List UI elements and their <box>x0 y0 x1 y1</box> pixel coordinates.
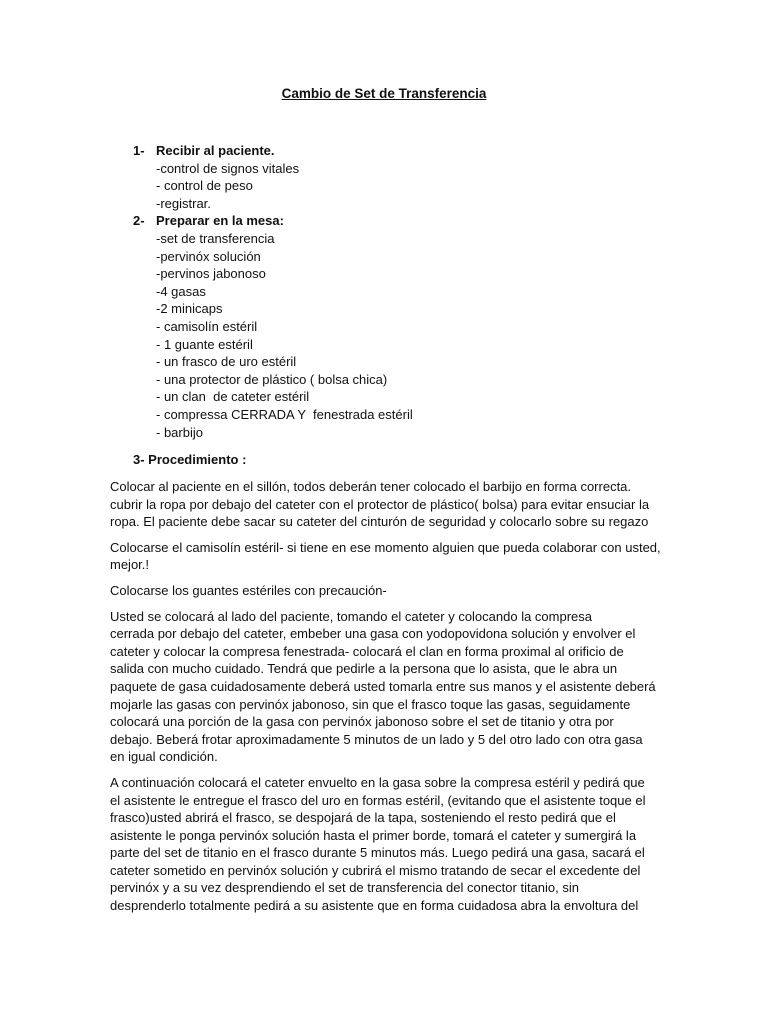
list-item: -set de transferencia <box>156 230 275 246</box>
list-item: -pervinos jabonoso <box>156 266 266 282</box>
text-line: el asistente le entregue el frasco del uro en formas estéril, (evitando que el asistente toque el <box>110 792 646 808</box>
list-item: - una protector de plástico ( bolsa chica) <box>156 371 388 387</box>
paragraph <box>110 478 658 531</box>
text-line: cerrada por debajo del cateter, embeber una gasa con yodopovidona solución y envolver el <box>110 626 636 642</box>
text-line: ropa. El paciente debe sacar su cateter del cinturón de seguridad y colocarlo sobre su regazo <box>110 514 649 530</box>
paragraph <box>110 608 658 766</box>
list-item: - 1 guante estéril <box>156 336 253 352</box>
list-item: -pervinóx solución <box>156 248 261 264</box>
text-line: Colocar al paciente en el sillón, todos deberán tener colocado el barbijo en forma correcta. <box>110 479 632 494</box>
list-item: -control de signos vitales <box>156 160 300 176</box>
step-number: 1- <box>133 143 145 158</box>
text-line: colocará una porción de la gasa con pervinóx jabonoso sobre el set de titanio y otra por <box>110 714 614 730</box>
text-line: Colocarse los guantes estériles con precaución- <box>110 582 387 598</box>
list-item: -registrar. <box>156 195 211 211</box>
text-line: en igual condición. <box>110 749 218 765</box>
list-item: - control de peso <box>156 178 253 194</box>
text-line: asistente le ponga pervinóx solución hasta el primer borde, tomará el cateter y sumergirá la <box>110 827 637 843</box>
text-line: mejor.! <box>110 557 150 573</box>
list-item: - un frasco de uro estéril <box>156 354 297 370</box>
text-line: A continuación colocará el cateter envuelto en la gasa sobre la compresa estéril y pedirá que <box>110 774 645 790</box>
step-heading: Preparar en la mesa: <box>156 213 284 229</box>
text-line: salida con mucho cuidado. Tendrá que pedirle a la persona que lo asista, que le abra un <box>110 661 618 677</box>
text-line: desprenderlo totalmente pedirá a su asistente que en forma cuidadosa abra la envoltura del <box>110 898 639 914</box>
paragraph <box>110 774 658 915</box>
procedure-body <box>110 478 661 923</box>
text-line: frasco)usted abrirá el frasco, se despojará de la tapa, sosteniendo el resto pedirá que el <box>110 810 616 826</box>
text-line: Colocarse el camisolín estéril- si tiene en ese momento alguien que pueda colaborar con usted, <box>110 539 661 555</box>
list-item: - compressa CERRADA Y fenestrada estéril <box>156 406 413 422</box>
text-line: paquete de gasa cuidadosamente deberá usted tomarla entre sus manos y el asistente deberá <box>110 678 656 694</box>
step-2 <box>133 212 693 441</box>
list-item: - barbijo <box>156 424 203 440</box>
step-number: 2- <box>133 213 145 229</box>
steps-list <box>133 142 693 441</box>
list-item: -4 gasas <box>156 283 206 299</box>
step-1 <box>133 142 693 212</box>
list-item: -2 minicaps <box>156 301 223 317</box>
procedure-heading: 3- Procedimiento : <box>133 452 247 467</box>
text-line: cubrir la ropa por debajo del cateter con el protector de plástico( bolsa) para evitar ensuciar la <box>110 496 650 512</box>
text-line: parte del set de titanio en el frasco durante 5 minutos más. Luego pedirá una gasa, sacará el <box>110 845 645 861</box>
text-line: cateter y colocar la compresa fenestrada- colocará el clan en forma proximal al orificio de <box>110 643 624 659</box>
paragraph <box>110 582 658 600</box>
text-line: debajo. Beberá frotar aproximadamente 5 minutos de un lado y 5 del otro lado con otra gasa <box>110 731 643 747</box>
list-item: - un clan de cateter estéril <box>156 389 310 405</box>
list-item: - camisolín estéril <box>156 318 258 334</box>
document-title: Cambio de Set de Transferencia <box>281 86 487 101</box>
text-line: Usted se colocará al lado del paciente, tomando el cateter y colocando la compresa <box>110 608 593 624</box>
step-heading: Recibir al paciente. <box>156 143 275 158</box>
paragraph <box>110 539 661 574</box>
text-line: mojarle las gasas con pervinóx jabonoso, sin que el frasco toque las gasas, seguidamente <box>110 696 631 712</box>
text-line: pervinóx y a su vez desprendiendo el set de transferencia del conector titanio, sin <box>110 880 579 896</box>
text-line: cateter sometido en pervinóx solución y cubrirá el mismo tratando de secar el excedente del <box>110 862 641 878</box>
